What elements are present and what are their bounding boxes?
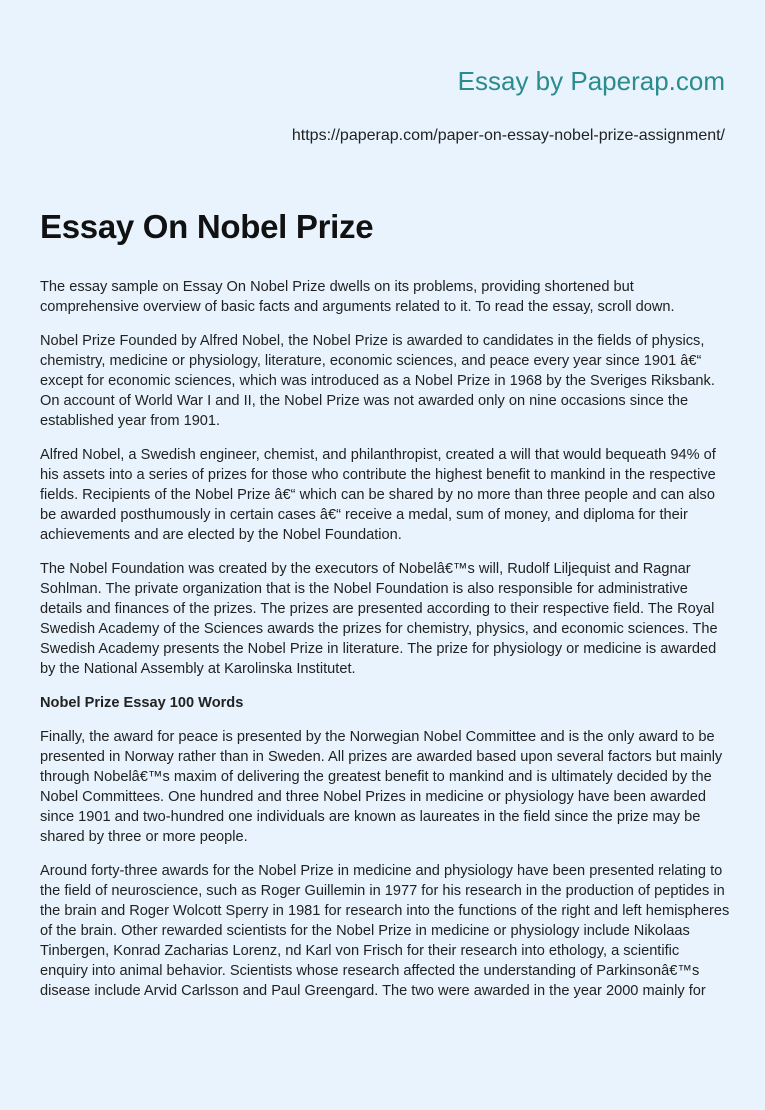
- paragraph: Finally, the award for peace is presented by the Norwegian Nobel Committee and is the only award to be presented in Norway rather than in Sweden. All prizes are awarded based upon several factors but mainly through Nobelâ€™s maxim of delivering the greatest benefit to mankind and is ultimately decided by the Nobel Committees. One hundred and three Nobel Prizes in medicine or physiology have been awarded since 1901 and two-hundred one individuals are known as laureates in the field since the prize may be shared by three or more people.: [40, 729, 723, 845]
- paragraph: The Nobel Foundation was created by the executors of Nobelâ€™s will, Rudolf Liljequist and Ragnar Sohlman. The private organization that is the Nobel Foundation is also responsible for administrative details and finances of the prizes. The prizes are presented according to their respective field. The Royal Swedish Academy of the Sciences awards the prizes for chemistry, physics, and economic sciences. The Swedish Academy presents the Nobel Prize in literature. The prize for physiology or medicine is awarded by the National Assembly at Karolinska Institutet.: [40, 561, 718, 677]
- source-url[interactable]: https://paperap.com/paper-on-essay-nobel-prize-assignment/: [291, 127, 725, 144]
- paragraph: Nobel Prize Founded by Alfred Nobel, the Nobel Prize is awarded to candidates in the fields of physics, chemistry, medicine or physiology, literature, economic sciences, and peace every year since 1901 â€“ except for economic sciences, which was introduced as a Nobel Prize in 1968 by the Sveriges Riksbank. On account of World War I and II, the Nobel Prize was not awarded only on nine occasions since the established year from 1901.: [40, 333, 715, 429]
- section-heading: Nobel Prize Essay 100 Words: [40, 695, 244, 711]
- paragraph: Around forty-three awards for the Nobel Prize in medicine and physiology have been presented relating to the field of neuroscience, such as Roger Guillemin in 1977 for his research in the production of peptides in the brain and Roger Wolcott Sperry in 1981 for research into the functions of the right and left hemispheres of the brain. Other rewarded scientists for the Nobel Prize in medicine or physiology include Nikolaas Tinbergen, Konrad Zacharias Lorenz, nd Karl von Frisch for their research into ethology, a scientific enquiry into animal behavior. Scientists whose research affected the understanding of Parkinsonâ€™s disease include Arvid Carlsson and Paul Greengard. The two were awarded in the year 2000 mainly for: [40, 863, 730, 999]
- page-title: Essay On Nobel Prize: [40, 208, 374, 245]
- essay-body: [40, 277, 730, 1015]
- paragraph: The essay sample on Essay On Nobel Prize dwells on its problems, providing shortened but comprehensive overview of basic facts and arguments related to it. To read the essay, scroll down.: [40, 279, 675, 315]
- paragraph: Alfred Nobel, a Swedish engineer, chemist, and philanthropist, created a will that would bequeath 94% of his assets into a series of prizes for those who contribute the highest benefit to mankind in the respective fields. Recipients of the Nobel Prize â€“ which can be shared by no more than three people and can also be awarded posthumously in certain cases â€“ receive a medal, sum of money, and diploma for their achievements and are elected by the Nobel Foundation.: [40, 447, 716, 543]
- site-brand[interactable]: Essay by Paperap.com: [457, 66, 725, 96]
